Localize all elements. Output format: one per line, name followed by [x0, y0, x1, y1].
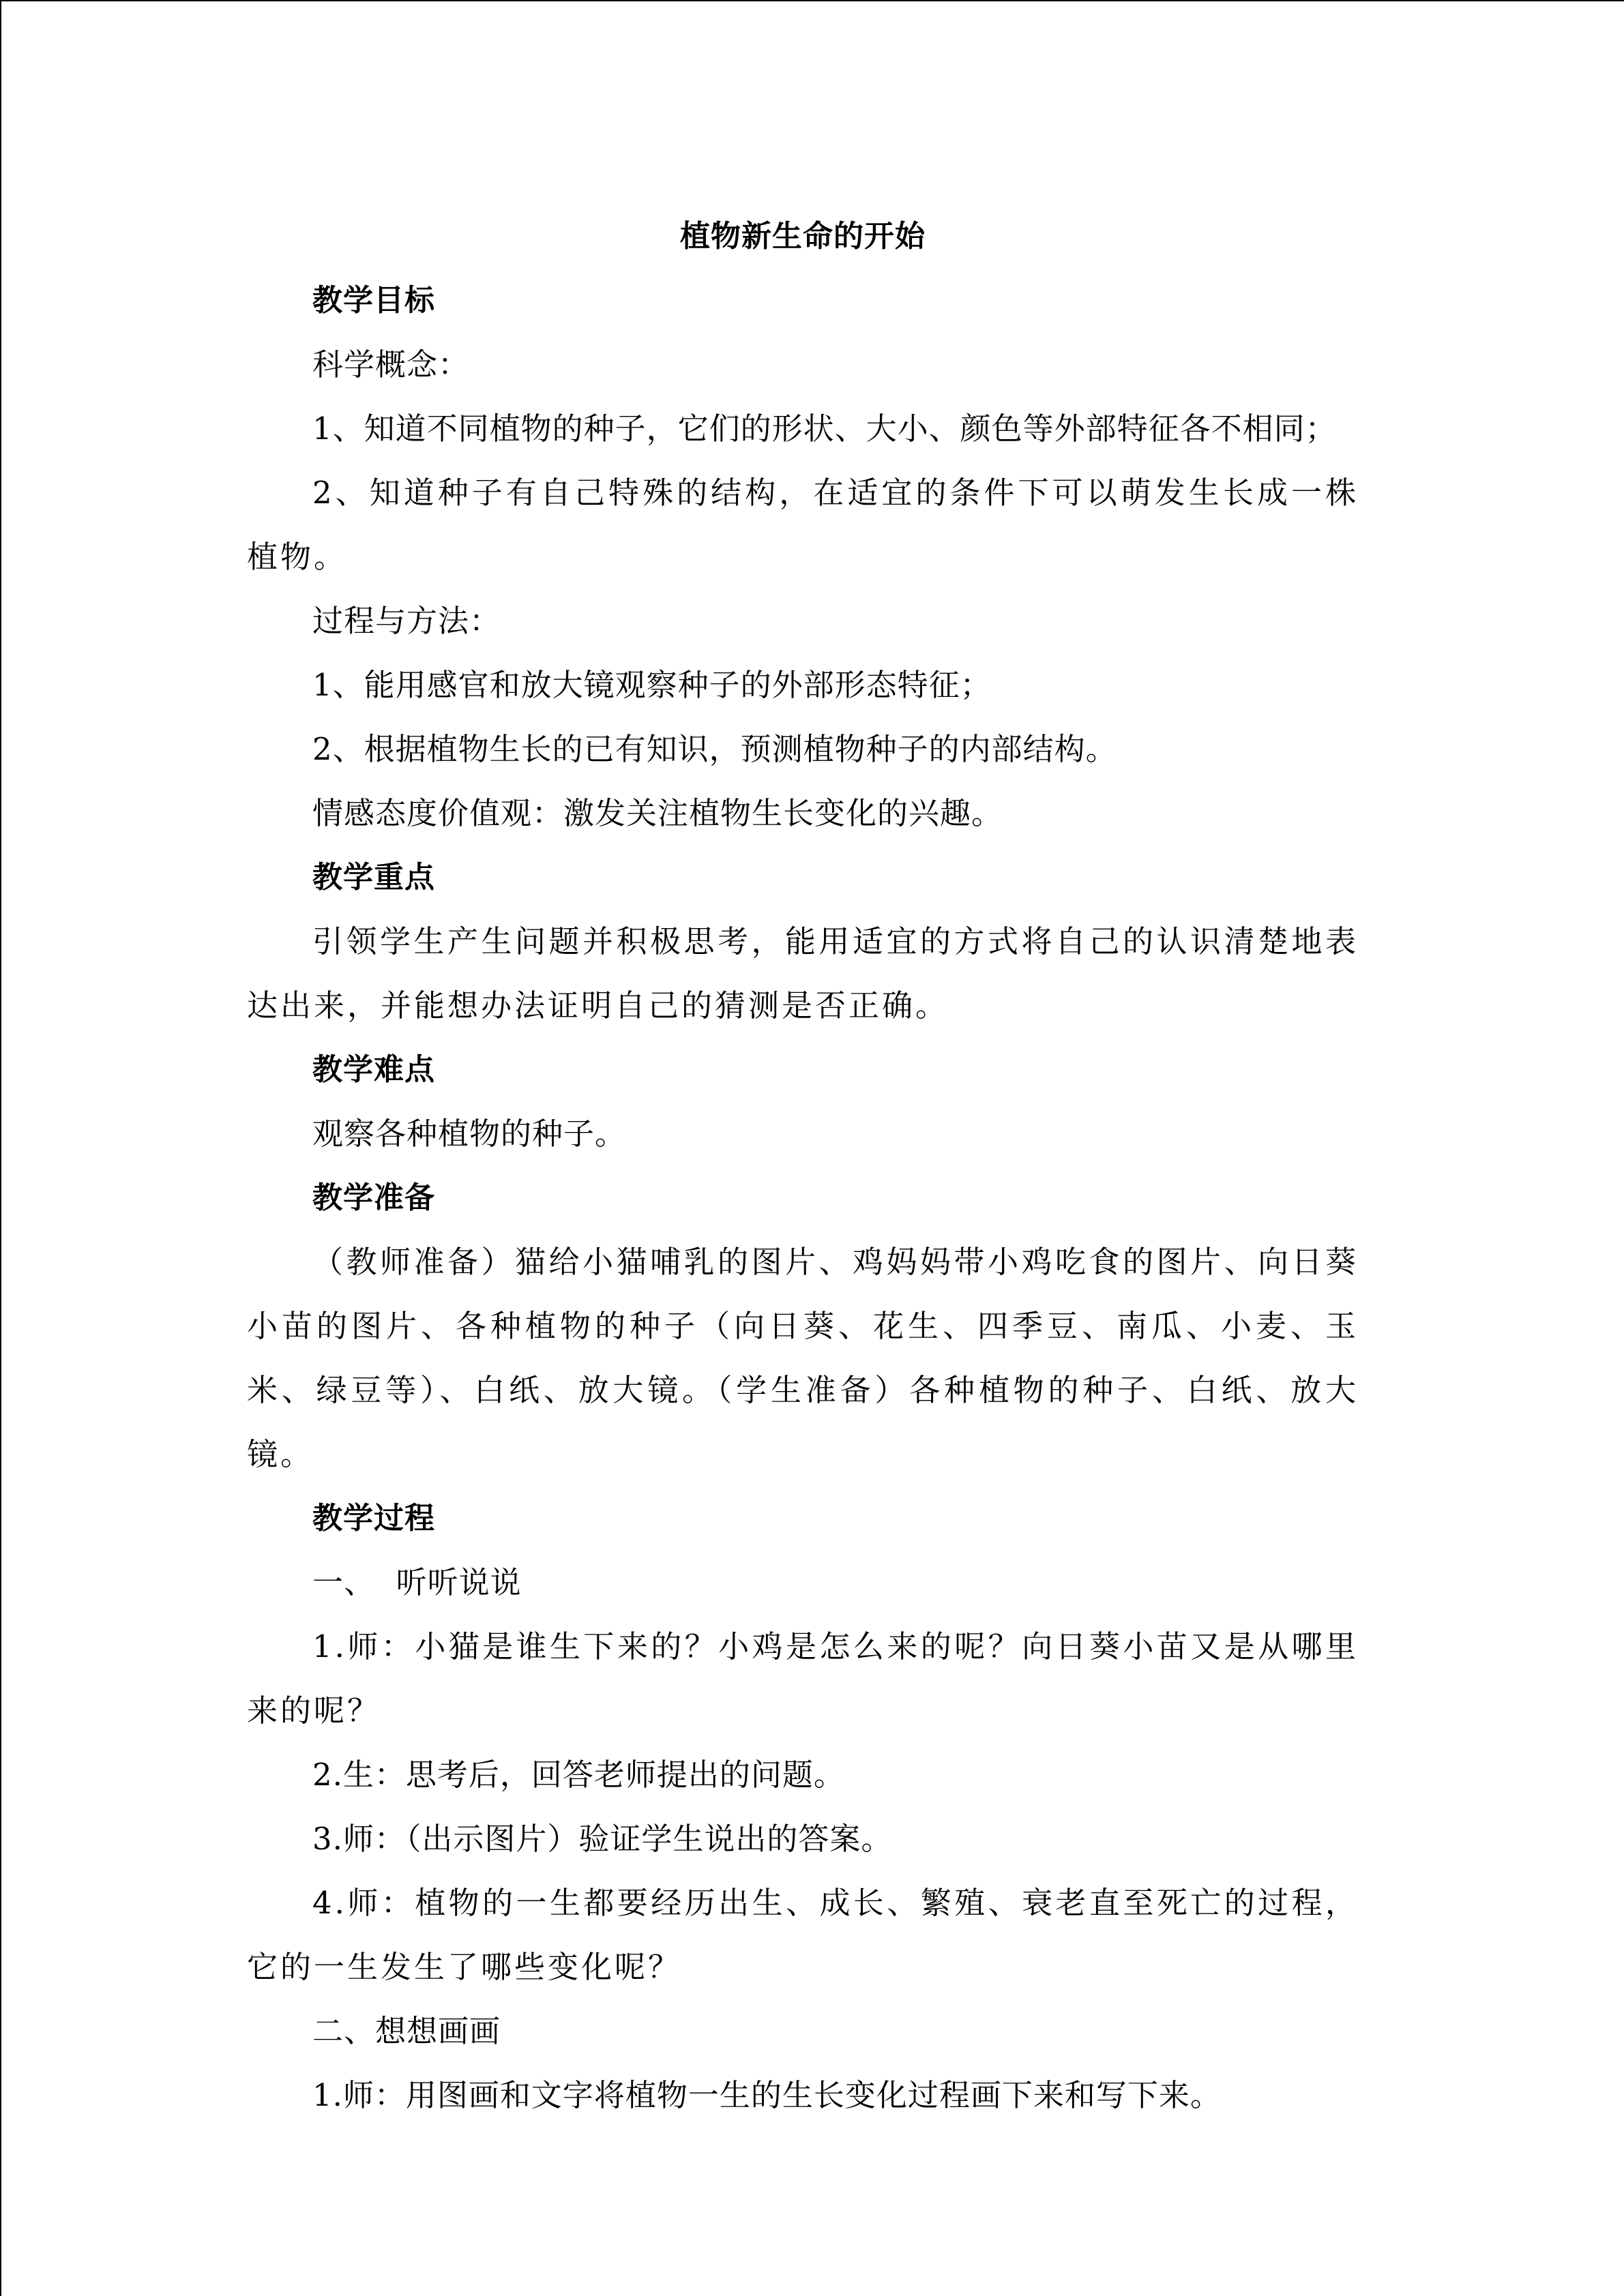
process-heading: 教学过程 [312, 1501, 435, 1536]
process-step-3: 3.师：（出示图片）验证学生说出的答案。 [312, 1821, 893, 1857]
preparation-text: （教师准备）猫给小猫哺乳的图片、鸡妈妈带小鸡吃食的图片、向日葵小苗的图片、各种植物的种子（向日葵、花生、四季豆、南瓜、小麦、玉米、绿豆等）、白纸、放大镜。（学生准备）各种植物的种子、白纸、放大镜。 [247, 1244, 1359, 1472]
concept-label: 科学概念： [312, 346, 470, 383]
concept-item-2: 2、知道种子有自己特殊的结构，在适宜的条件下可以萌发生长成一株植物。 [247, 475, 1359, 575]
key-points-heading: 教学重点 [312, 860, 435, 895]
preparation-heading: 教学准备 [312, 1180, 435, 1215]
process-item-1: 1、能用感官和放大镜观察种子的外部形态特征； [312, 667, 992, 703]
document-title: 植物新生命的开始 [680, 219, 926, 254]
document-body [247, 205, 1359, 2128]
process-step-2: 2.生：思考后，回答老师提出的问题。 [312, 1757, 845, 1793]
process-label: 过程与方法： [312, 603, 501, 639]
part2-title: 二、想想画画 [312, 2013, 501, 2049]
process-step-4: 4.师：植物的一生都要经历出生、成长、繁殖、衰老直至死亡的过程，它的一生发生了哪些变化呢？ [247, 1885, 1359, 1985]
objectives-heading: 教学目标 [312, 283, 435, 318]
difficulties-text: 观察各种植物的种子。 [312, 1116, 627, 1152]
concept-item-1: 1、知道不同植物的种子，它们的形状、大小、颜色等外部特征各不相同； [312, 411, 1337, 447]
process-item-2: 2、根据植物生长的已有知识，预测植物种子的内部结构。 [312, 731, 1117, 767]
difficulties-heading: 教学难点 [312, 1052, 435, 1087]
key-points-text: 引领学生产生问题并积极思考，能用适宜的方式将自己的认识清楚地表达出来，并能想办法证明自己的猜测是否正确。 [247, 923, 1359, 1024]
process-step-5: 1.师：用图画和文字将植物一生的生长变化过程画下来和写下来。 [312, 2077, 1222, 2113]
process-step-1: 1.师：小猫是谁生下来的？小鸡是怎么来的呢？向日葵小苗又是从哪里来的呢？ [247, 1628, 1359, 1729]
attitude-text: 情感态度价值观：激发关注植物生长变化的兴趣。 [312, 795, 1003, 831]
part1-title: 一、 听听说说 [312, 1564, 522, 1600]
